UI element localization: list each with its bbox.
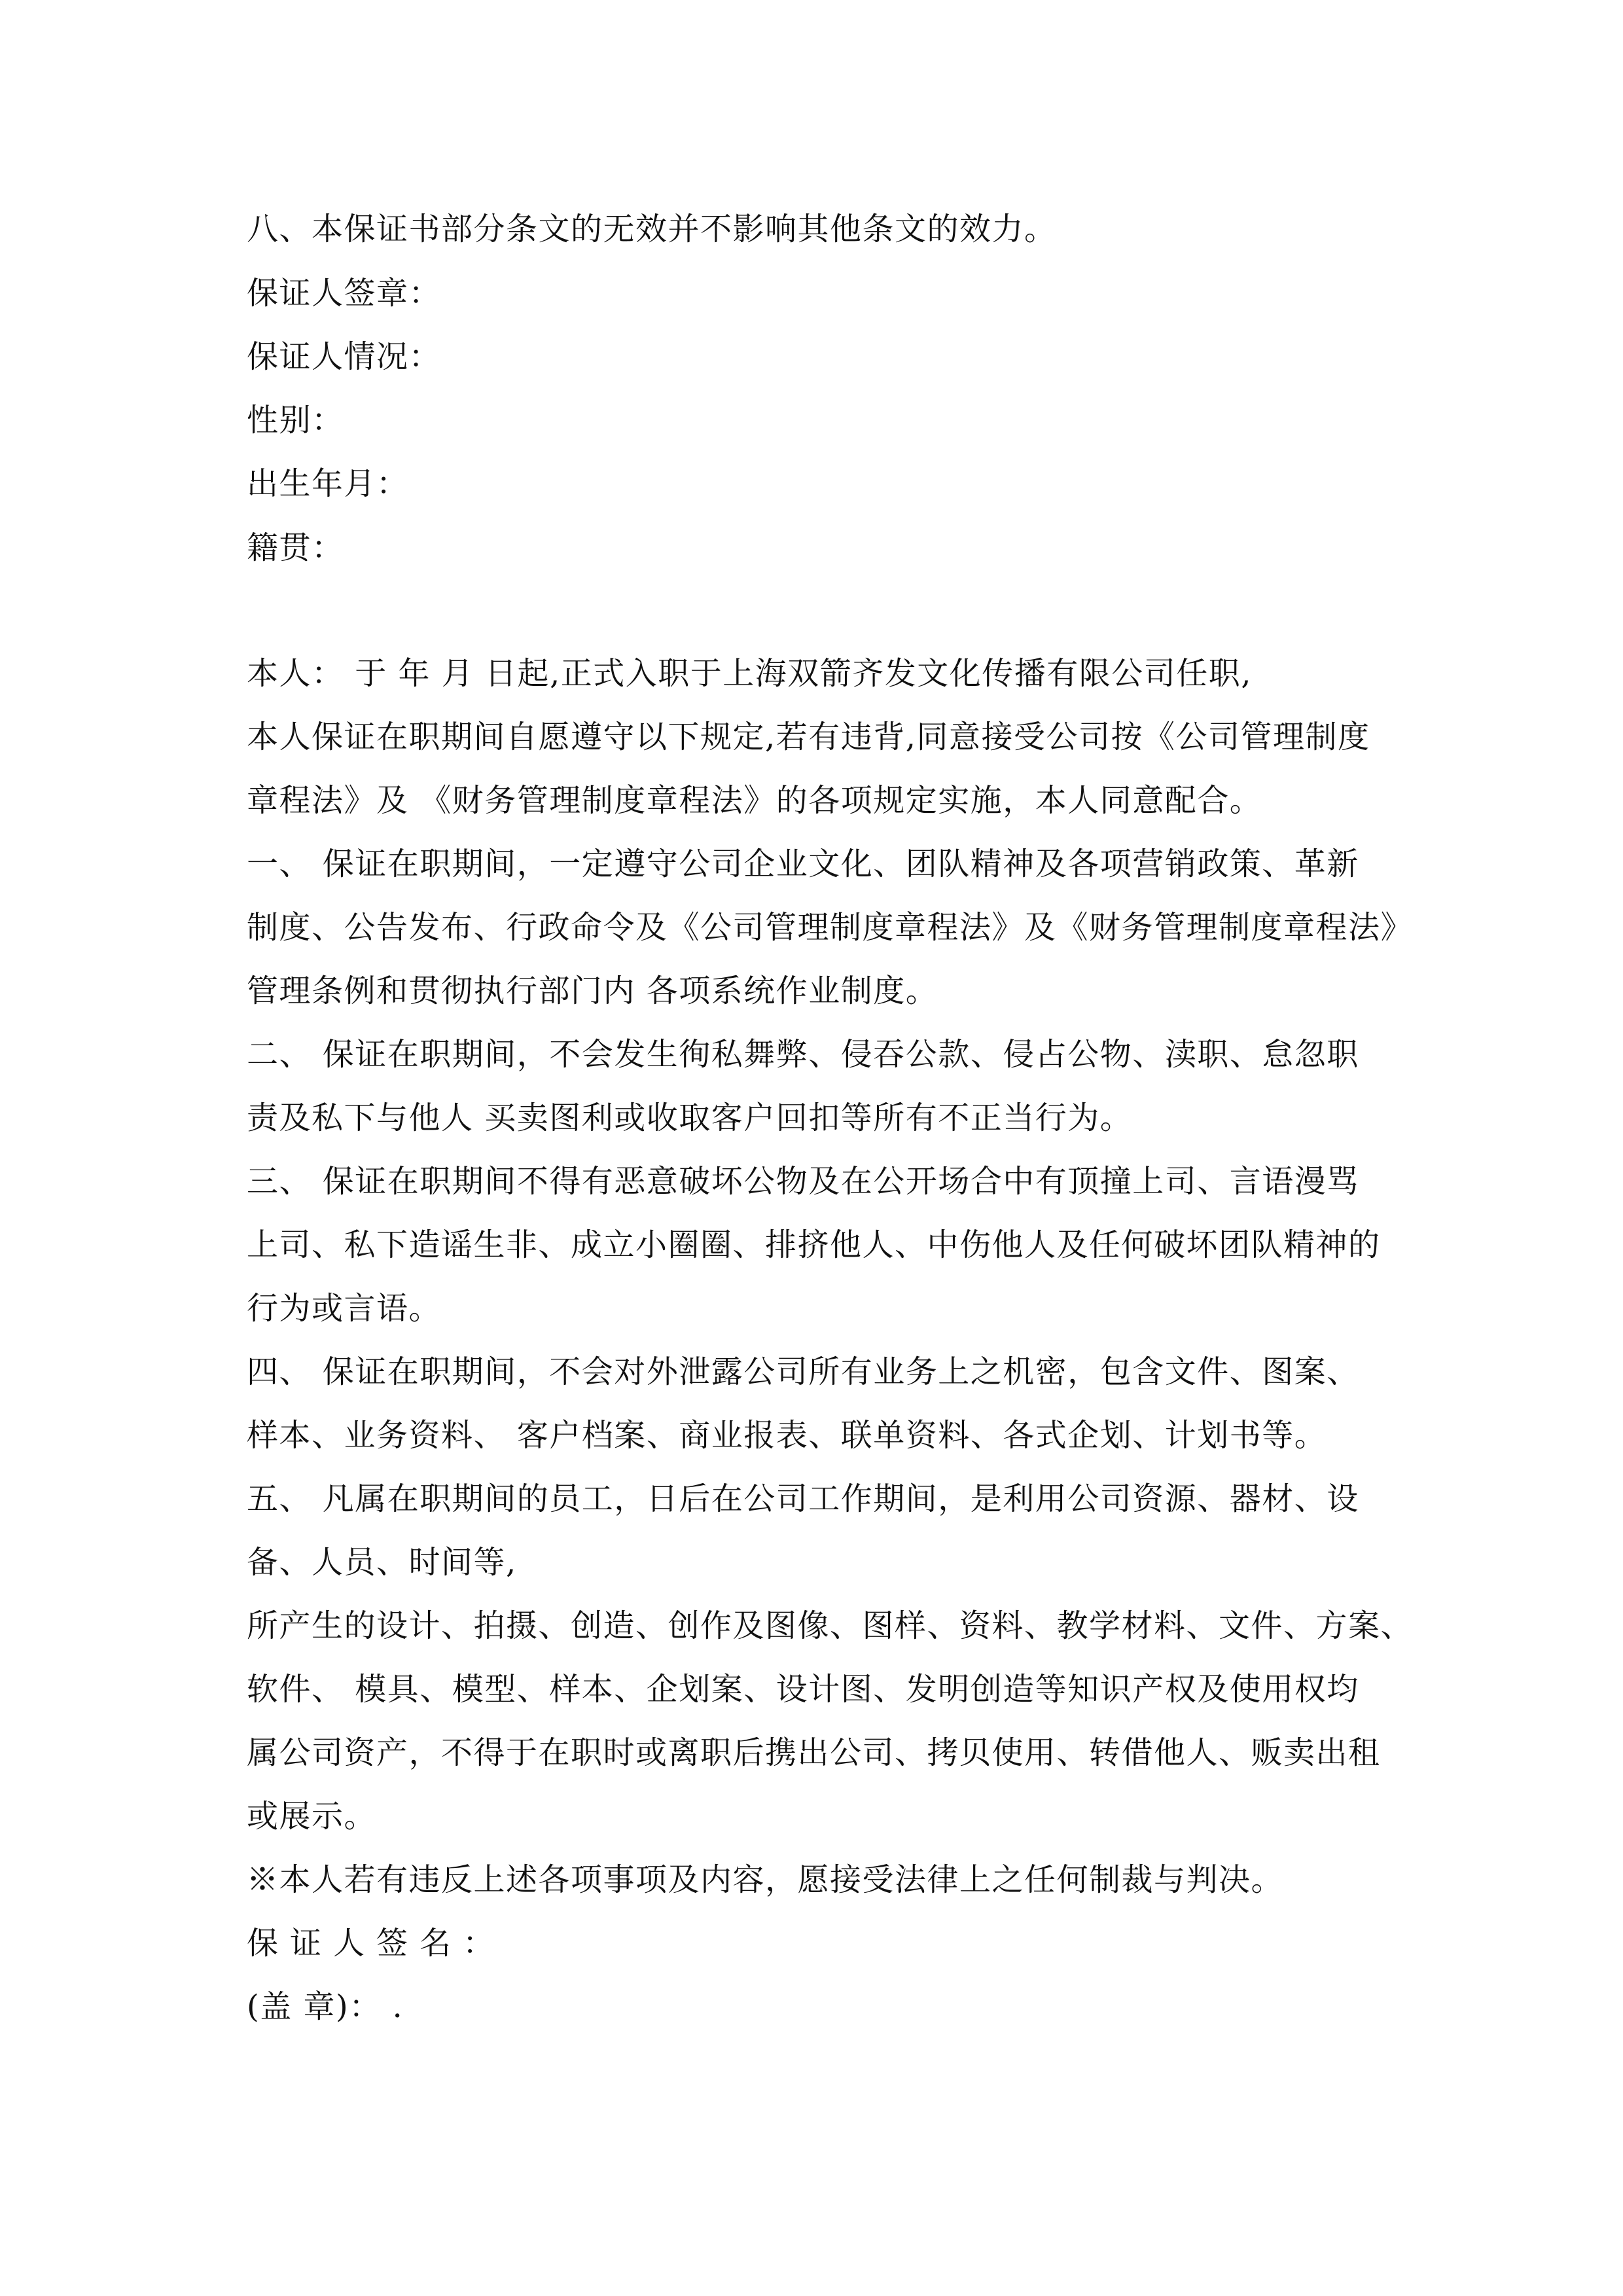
- body-line: 上司、私下造谣生非、成立小圈圈、排挤他人、中伤他人及任何破坏团队精神的: [247, 1227, 1381, 1263]
- body-line: 二、 保证在职期间，不会发生徇私舞弊、侵吞公款、侵占公物、渎职、怠忽职: [247, 1036, 1359, 1073]
- guarantor-signature-label: 保证人签章：: [247, 275, 442, 312]
- body-line: 本人保证在职期间自愿遵守以下规定,若有违背,同意接受公司按《公司管理制度: [247, 719, 1370, 755]
- body-line: 备、人员、时间等,: [247, 1544, 517, 1581]
- body-line: 所产生的设计、拍摄、创造、创作及图像、图样、资料、教学材料、文件、方案、: [247, 1607, 1414, 1644]
- body-line: 软件、 模具、模型、样本、企划案、设计图、发明创造等知识产权及使用权均: [247, 1671, 1359, 1708]
- body-line: 五、 凡属在职期间的员工，日后在公司工作期间，是利用公司资源、器材、设: [247, 1480, 1359, 1517]
- body-line: ※本人若有违反上述各项事项及内容，愿接受法律上之任何制裁与判决。: [247, 1861, 1284, 1898]
- body-line: 本人： 于 年 月 日起,正式入职于上海双箭齐发文化传播有限公司任职,: [247, 655, 1253, 692]
- body-line: 属公司资产，不得于在职时或离职后携出公司、拷贝使用、转借他人、贩卖出租: [247, 1734, 1381, 1771]
- body-line: 制度、公告发布、行政命令及《公司管理制度章程法》及《财务管理制度章程法》: [247, 909, 1414, 946]
- body-line: 管理条例和贯彻执行部门内 各项系统作业制度。: [247, 973, 938, 1009]
- seal-label: (盖 章)： .: [247, 1988, 404, 2025]
- guarantor-info-label: 保证人情况：: [247, 338, 442, 375]
- body-line: 或展示。: [247, 1798, 377, 1835]
- body-line: 四、 保证在职期间，不会对外泄露公司所有业务上之机密，包含文件、图案、: [247, 1354, 1359, 1390]
- body-line: 责及私下与他人 买卖图利或收取客户回扣等所有不正当行为。: [247, 1100, 1133, 1136]
- signature-label: 保证人签名：: [247, 1925, 507, 1962]
- body-line: 行为或言语。: [247, 1290, 442, 1327]
- birth-label: 出生年月：: [247, 465, 409, 502]
- body-line: 章程法》及 《财务管理制度章程法》的各项规定实施，本人同意配合。: [247, 782, 1262, 819]
- native-place-label: 籍贯：: [247, 529, 344, 566]
- body-line: 一、 保证在职期间，一定遵守公司企业文化、团队精神及各项营销政策、革新: [247, 846, 1359, 882]
- body-line: 三、 保证在职期间不得有恶意破坏公物及在公开场合中有顶撞上司、言语漫骂: [247, 1163, 1359, 1200]
- clause-8: 八、本保证书部分条文的无效并不影响其他条文的效力。: [247, 211, 1057, 247]
- gender-label: 性别：: [247, 402, 344, 439]
- body-line: 样本、业务资料、 客户档案、商业报表、联单资料、各式企划、计划书等。: [247, 1417, 1327, 1454]
